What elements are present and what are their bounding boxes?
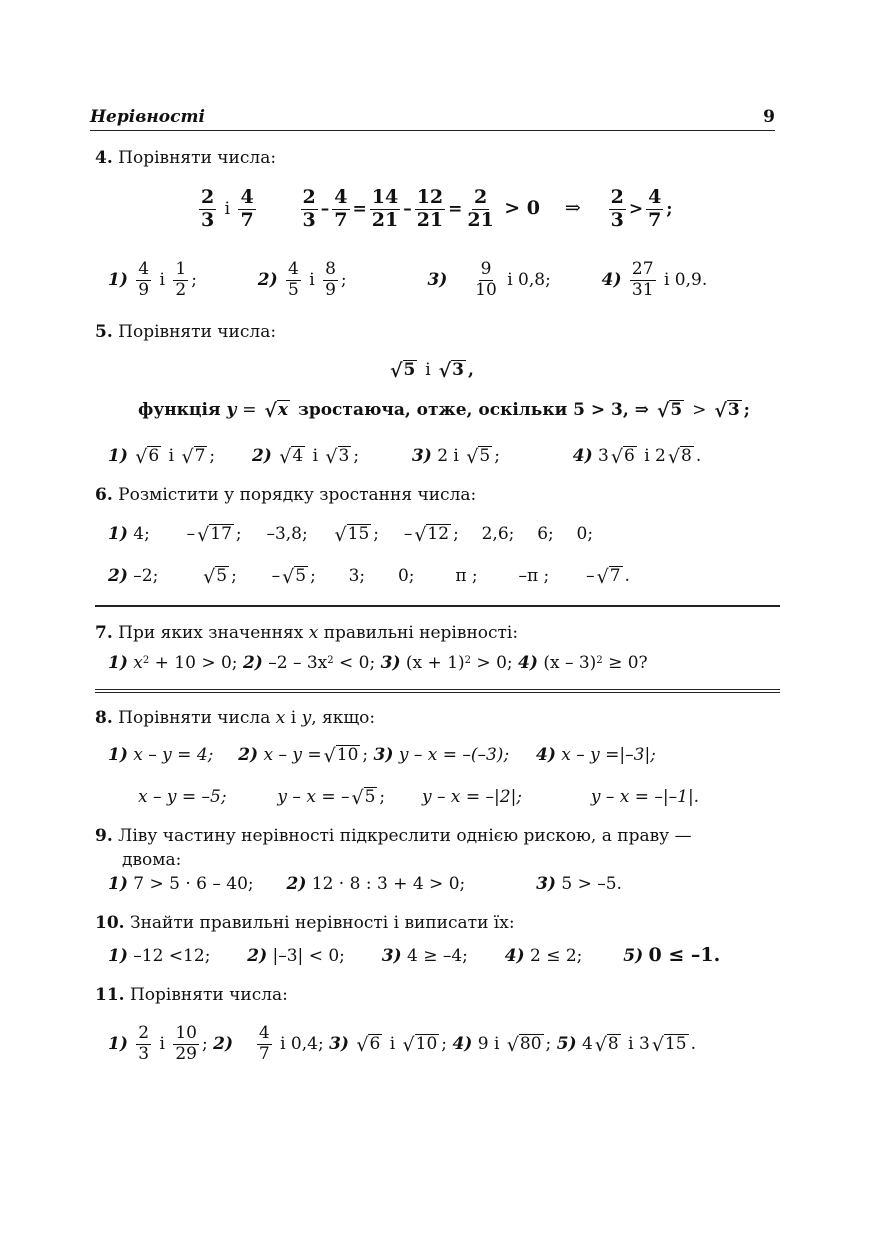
problem-4-heading: 4. Порівняти числа:	[95, 148, 277, 168]
fraction: $\frac{4}{7}$	[648, 186, 662, 231]
fraction: $\frac{14}{21}$	[371, 186, 399, 231]
fraction: $\frac{2}{3}$	[201, 186, 215, 231]
problem-4-example: $\frac{2}{3}$ і $\frac{4}{7}$ $\frac{2}{3}$ – $\frac{4}{7}$ = $\frac{14}{21}$ – $\frac{12}{21}$ = $\frac{2}{21}$ > 0 ⇒ $\frac{2}{3}$ > $\frac{4}{7}$ ;	[201, 186, 673, 231]
fraction: $\frac{12}{21}$	[416, 186, 444, 231]
section-divider	[95, 605, 780, 607]
page-header	[90, 106, 775, 131]
problem-8-row-1: 1) x – y = 4; 2) x – y = √ 10 ; 3) y – x = –(–3); 4) x – y =|–3|;	[108, 744, 656, 767]
problem-6-heading: 6. Розмістити у порядку зростання числа:	[95, 485, 477, 505]
fraction: $\frac{2}{21}$	[467, 186, 494, 231]
fraction: $\frac{4}{7}$	[240, 186, 254, 231]
problem-5-function-note: функція y = √ x зростаюча, отже, оскільки 5 > 3, ⇒ √ 5 > √ 3 ;	[138, 399, 750, 422]
fraction: $\frac{4}{7}$	[334, 186, 348, 231]
section-title: Нерівності	[90, 107, 205, 127]
fraction: $\frac{2}{3}$	[302, 186, 316, 231]
problem-6-row-2: 2) –2; √ 5 ; – √ 5 ; 3; 0; π ; –π ; – √ 7 .	[108, 565, 630, 588]
problem-6-row-1: 1) 4; – √ 17 ; –3,8; √ 15 ; – √ 12 ; 2,6; 6; 0;	[108, 523, 594, 546]
problem-8-row-2: x – y = –5; y – x = – √ 5 ; y – x = –|2|; y – x = –|–1|.	[138, 786, 700, 809]
problem-10-heading: 10. Знайти правильні нерівності і виписати їх:	[95, 913, 515, 933]
problem-11-items: 1) $\frac{2}{3}$ і $\frac{10}{29}$ ; 2) $\frac{4}{7}$ і 0,4; 3) √ 6 і √ 10 ; 4) 9 і √ 80 ; 5) 4 √ 8 і 3 √ 15 .	[108, 1023, 696, 1064]
problem-5-heading: 5. Порівняти числа:	[95, 322, 277, 342]
problem-10-items: 1) –12 <12; 2) |–3| < 0; 3) 4 ≥ –4; 4) 2 ≤ 2; 5) 0 ≤ –1.	[108, 944, 721, 966]
problem-9-heading-cont: двома:	[122, 850, 182, 870]
fraction: $\frac{2}{3}$	[610, 186, 624, 231]
problem-11-heading: 11. Порівняти числа:	[95, 985, 288, 1005]
problem-9-heading: 9. Ліву частину нерівності підкреслити однією рискою, а праву —	[95, 826, 692, 846]
problem-5-items: 1) √ 6 і √ 7 ; 2) √ 4 і √ 3 ; 3) 2 і √ 5 ; 4) 3 √ 6 і 2 √ 8 .	[108, 445, 702, 468]
problem-9-items: 1) 7 > 5 · 6 – 40; 2) 12 · 8 : 3 + 4 > 0; 3) 5 > –5.	[108, 874, 622, 894]
page-number: 9	[763, 107, 775, 127]
problem-5-example: √ 5 і √ 3 ,	[390, 359, 474, 382]
section-divider-double	[95, 689, 780, 693]
problem-7-heading: 7. При яких значеннях x правильні нерівності:	[95, 623, 519, 643]
problem-4-items: 1) $\frac{4}{9}$ і $\frac{1}{2}$ ; 2) $\frac{4}{5}$ і $\frac{8}{9}$ ; 3) $\frac{9}{10}$ і 0,8; 4) $\frac{27}{31}$ і 0,9.	[108, 259, 708, 300]
problem-7-items: 1) $x^2 + 10 > 0$; 2) $-2 - 3x^2 < 0$; 3) $(x + 1)^2 > 0$; 4) (x – 3)$^2$ ≥ 0?	[108, 653, 648, 673]
problem-8-heading: 8. Порівняти числа x і y, якщо:	[95, 708, 376, 728]
